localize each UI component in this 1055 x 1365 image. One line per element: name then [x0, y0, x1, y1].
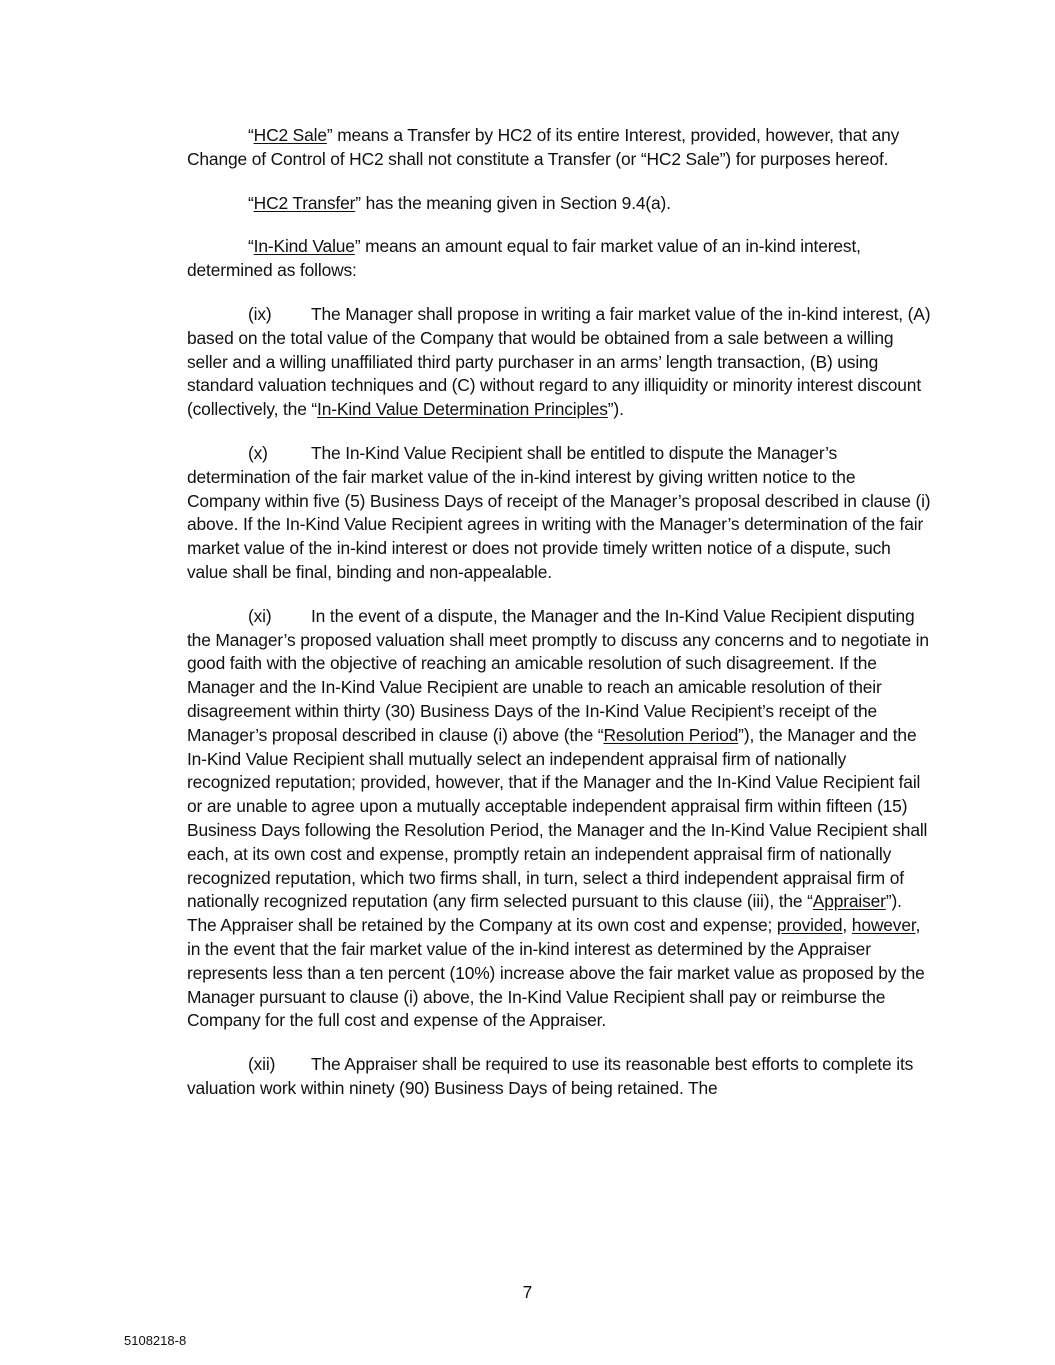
- clause-text-end: ”).: [607, 399, 624, 420]
- clause-text: The Appraiser shall be required to use its reasonable best efforts to complete its valuation work within ninety (90) Business Days of being retained. The: [187, 1054, 914, 1098]
- clause-number: (xi): [248, 605, 272, 626]
- clause-x: [187, 442, 932, 585]
- clause-xii: [187, 1053, 932, 1101]
- emphasis-however: however: [851, 915, 916, 936]
- quote-open: “: [248, 192, 254, 213]
- clause-text: In the event of a dispute, the Manager and the In-Kind Value Recipient disputing the Manager’s proposed valuation shall meet promptly to discuss any concerns and to negotiate in good faith with the objective of reaching an amicable resolution of such disagreement. If the Manager and the In-Kind Value Recipient are unable to reach an amicable resolution of their disagreement within thirty (30) Business Days of the In-Kind Value Recipient’s receipt of the Manager’s proposal described in clause (i) above (the “: [187, 605, 929, 745]
- document-body: [187, 124, 932, 1121]
- clause-text: The Manager shall propose in writing a fair market value of the in-kind interest, (A) based on the total value of the Company that would be obtained from a sale between a willing seller and a willing unaffiliated third party purchaser in an arms’ length transaction, (B) using standard valuation techniques and (C) without regard to any illiquidity or minority interest discount (collectively, the “: [187, 303, 931, 420]
- defined-term-in-kind-value: In-Kind Value: [253, 236, 355, 257]
- quote-open: “: [248, 125, 254, 145]
- definition-text: ” means a Transfer by HC2 of its entire Interest, provided, however, that any Change of Control of HC2 shall not constitute a Transfer (or “HC2 Sale”) for purposes hereof.: [187, 125, 900, 169]
- defined-term-resolution-period: Resolution Period: [603, 724, 739, 745]
- document-id: 5108218-8: [124, 1333, 187, 1348]
- clause-number: (xii): [248, 1054, 276, 1075]
- clause-ix: [187, 303, 932, 422]
- definition-text: ” has the meaning given in Section 9.4(a).: [355, 192, 671, 213]
- clause-number: (x): [248, 442, 268, 463]
- separator: ,: [842, 915, 852, 936]
- clause-text: , in the event that the fair market value of the in-kind interest as determined by the Appraiser represents less than a ten percent (10%) increase above the fair market value as proposed by the Manager pursuant to clause (i) above, the In-Kind Value Recipient shall pay or reimburse the Company for the full cost and expense of the Appraiser.: [187, 915, 925, 1031]
- clause-text: ”), the Manager and the In-Kind Value Recipient shall mutually select an independent appraisal firm of nationally recognized reputation; provided, however, that if the Manager and the In-Kind Value Recipient fail or are unable to agree upon a mutually acceptable independent appraisal firm within fifteen (15) Business Days following the Resolution Period, the Manager and the In-Kind Value Recipient shall each, at its own cost and expense, promptly retain an independent appraisal firm of nationally recognized reputation, which two firms shall, in turn, select a third independent appraisal firm of nationally recognized reputation (any firm selected pursuant to this clause (iii), the “: [187, 724, 928, 912]
- quote-open: “: [248, 236, 254, 257]
- clause-text: ”). The Appraiser shall be retained by the Company at its own cost and expense;: [187, 891, 902, 936]
- definition-in-kind-value: [187, 235, 932, 283]
- clause-text: The In-Kind Value Recipient shall be entitled to dispute the Manager’s determination of the fair market value of the in-kind interest by giving written notice to the Company within five (5) Business Days of receipt of the Manager’s proposal described in clause (i) above. If the In-Kind Value Recipient agrees in writing with the Manager’s determination of the fair market value of the in-kind interest or does not provide timely written notice of a dispute, such value shall be final, binding and non-appealable.: [187, 442, 931, 582]
- definition-hc2-transfer: [187, 192, 932, 216]
- emphasis-provided: provided: [776, 915, 843, 936]
- defined-term-appraiser: Appraiser: [812, 891, 886, 912]
- page-number: 7: [522, 1282, 533, 1302]
- defined-term-determination-principles: In-Kind Value Determination Principles: [317, 399, 608, 420]
- clause-number: (ix): [248, 303, 272, 324]
- defined-term-hc2-sale: HC2 Sale: [253, 125, 327, 145]
- definition-text: ” means an amount equal to fair market value of an in-kind interest, determined as follows:: [187, 236, 861, 281]
- defined-term-hc2-transfer: HC2 Transfer: [253, 192, 356, 213]
- definition-hc2-sale: [187, 124, 932, 172]
- clause-xi: [187, 605, 932, 1033]
